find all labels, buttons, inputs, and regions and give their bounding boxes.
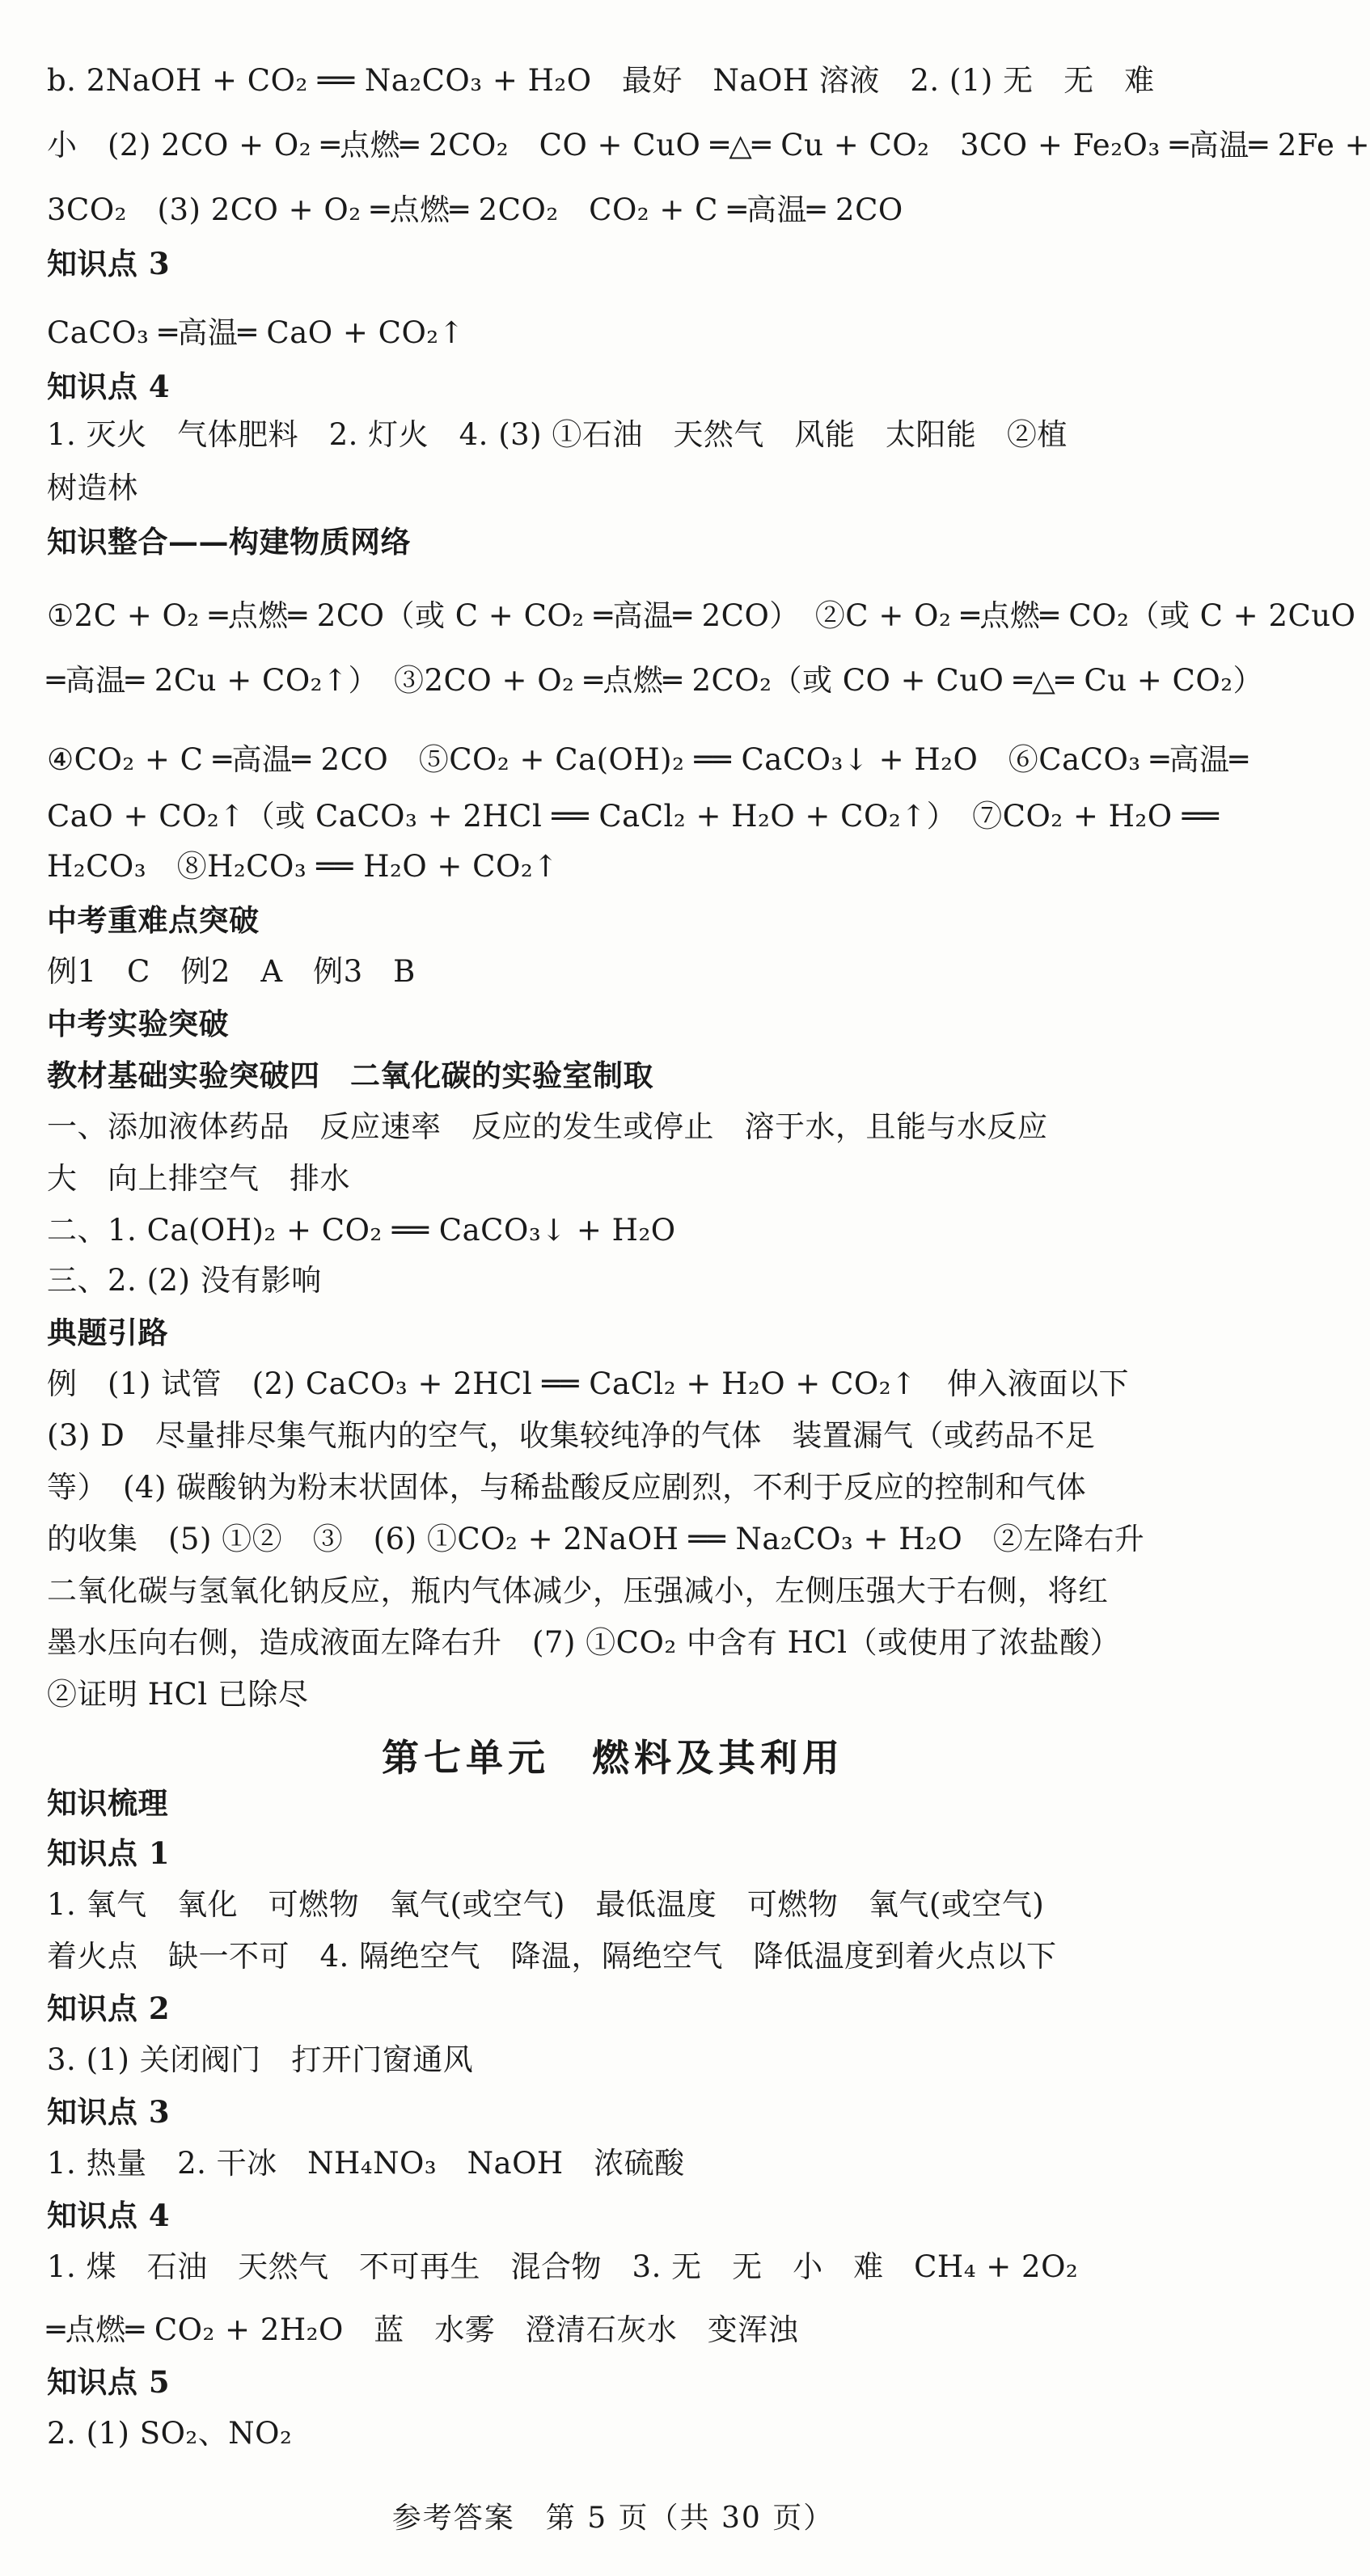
section-heading: 知识整合——构建物质网络 xyxy=(47,524,411,560)
section-heading: 典题引路 xyxy=(47,1315,168,1350)
answer-line: 的收集 (5) ①② ③ (6) ①CO₂ + 2NaOH ══ Na₂CO₃ + H₂O ②左降右升 xyxy=(47,1522,1145,1556)
answer-line: 三、2. (2) 没有影响 xyxy=(47,1263,322,1298)
page-footer: 参考答案 第 5 页（共 30 页） xyxy=(391,2502,835,2535)
section-heading: 知识点 2 xyxy=(47,1991,171,2026)
answer-line: 小 (2) 2CO + O₂ ═点燃═ 2CO₂ CO + CuO ═△═ Cu + CO₂ 3CO + Fe₂O₃ ═高温═ 2Fe + xyxy=(47,128,1370,163)
section-heading: 知识点 4 xyxy=(47,2198,171,2233)
answer-line: 大 向上排空气 排水 xyxy=(47,1161,350,1196)
answer-line: CaCO₃ ═高温═ CaO + CO₂↑ xyxy=(47,315,465,350)
answer-line: 等） (4) 碳酸钠为粉末状固体，与稀盐酸反应剧烈，不利于反应的控制和气体 xyxy=(47,1470,1087,1505)
answer-line: 墨水压向右侧，造成液面左降右升 (7) ①CO₂ 中含有 HCl（或使用了浓盐酸） xyxy=(47,1625,1121,1660)
answer-line: ①2C + O₂ ═点燃═ 2CO（或 C + CO₂ ═高温═ 2CO） ②C + O₂ ═点燃═ CO₂（或 C + 2CuO xyxy=(47,598,1356,633)
answer-line: 例1 C 例2 A 例3 B xyxy=(47,954,416,989)
section-heading: 知识点 4 xyxy=(47,369,171,404)
section-heading: 知识点 5 xyxy=(47,2364,171,2400)
section-heading: 知识点 3 xyxy=(47,246,171,281)
answer-line: H₂CO₃ ⑧H₂CO₃ ══ H₂O + CO₂↑ xyxy=(47,849,559,884)
section-heading: 中考重难点突破 xyxy=(47,902,260,938)
answer-line: 着火点 缺一不可 4. 隔绝空气 降温，隔绝空气 降低温度到着火点以下 xyxy=(47,1939,1057,1974)
answer-line: 1. 氧气 氧化 可燃物 氧气(或空气) 最低温度 可燃物 氧气(或空气) xyxy=(47,1887,1045,1922)
answer-line: 例 (1) 试管 (2) CaCO₃ + 2HCl ══ CaCl₂ + H₂O + CO₂↑ 伸入液面以下 xyxy=(47,1366,1130,1401)
section-heading: 教材基础实验突破四 二氧化碳的实验室制取 xyxy=(47,1058,653,1093)
answer-line: 二、1. Ca(OH)₂ + CO₂ ══ CaCO₃↓ + H₂O xyxy=(47,1213,676,1248)
answer-line: ④CO₂ + C ═高温═ 2CO ⑤CO₂ + Ca(OH)₂ ══ CaCO₃↓ + H₂O ⑥CaCO₃ ═高温═ xyxy=(47,742,1249,777)
answer-line: 一、添加液体药品 反应速率 反应的发生或停止 溶于水，且能与水反应 xyxy=(47,1109,1048,1144)
answer-line: 3CO₂ (3) 2CO + O₂ ═点燃═ 2CO₂ CO₂ + C ═高温═ 2CO xyxy=(47,192,903,227)
answer-line: 1. 热量 2. 干冰 NH₄NO₃ NaOH 浓硫酸 xyxy=(47,2146,685,2181)
answer-line: (3) D 尽量排尽集气瓶内的空气，收集较纯净的气体 装置漏气（或药品不足 xyxy=(47,1418,1096,1453)
answer-line: b. 2NaOH + CO₂ ══ Na₂CO₃ + H₂O 最好 NaOH 溶液 2. (1) 无 无 难 xyxy=(47,63,1155,98)
section-heading: 知识梳理 xyxy=(47,1785,168,1821)
answer-line: 2. (1) SO₂、NO₂ xyxy=(47,2416,293,2451)
answer-line: 二氧化碳与氢氧化钠反应，瓶内气体减少，压强减小，左侧压强大于右侧，将红 xyxy=(47,1573,1109,1608)
answer-line: ②证明 HCl 已除尽 xyxy=(47,1677,309,1712)
unit-title: 第七单元 燃料及其利用 xyxy=(382,1736,844,1780)
answer-line: 1. 煤 石油 天然气 不可再生 混合物 3. 无 无 小 难 CH₄ + 2O₂ xyxy=(47,2249,1079,2284)
section-heading: 中考实验突破 xyxy=(47,1006,229,1041)
answer-line: ═点燃═ CO₂ + 2H₂O 蓝 水雾 澄清石灰水 变浑浊 xyxy=(47,2312,799,2347)
answer-line: 树造林 xyxy=(47,471,138,505)
answer-line: 1. 灭火 气体肥料 2. 灯火 4. (3) ①石油 天然气 风能 太阳能 ②植 xyxy=(47,417,1068,452)
section-heading: 知识点 3 xyxy=(47,2094,171,2130)
answer-line: 3. (1) 关闭阀门 打开门窗通风 xyxy=(47,2042,474,2077)
section-heading: 知识点 1 xyxy=(47,1835,171,1871)
answer-line: ═高温═ 2Cu + CO₂↑） ③2CO + O₂ ═点燃═ 2CO₂（或 CO + CuO ═△═ Cu + CO₂） xyxy=(47,663,1264,698)
answer-line: CaO + CO₂↑（或 CaCO₃ + 2HCl ══ CaCl₂ + H₂O + CO₂↑） ⑦CO₂ + H₂O ══ xyxy=(47,799,1220,834)
